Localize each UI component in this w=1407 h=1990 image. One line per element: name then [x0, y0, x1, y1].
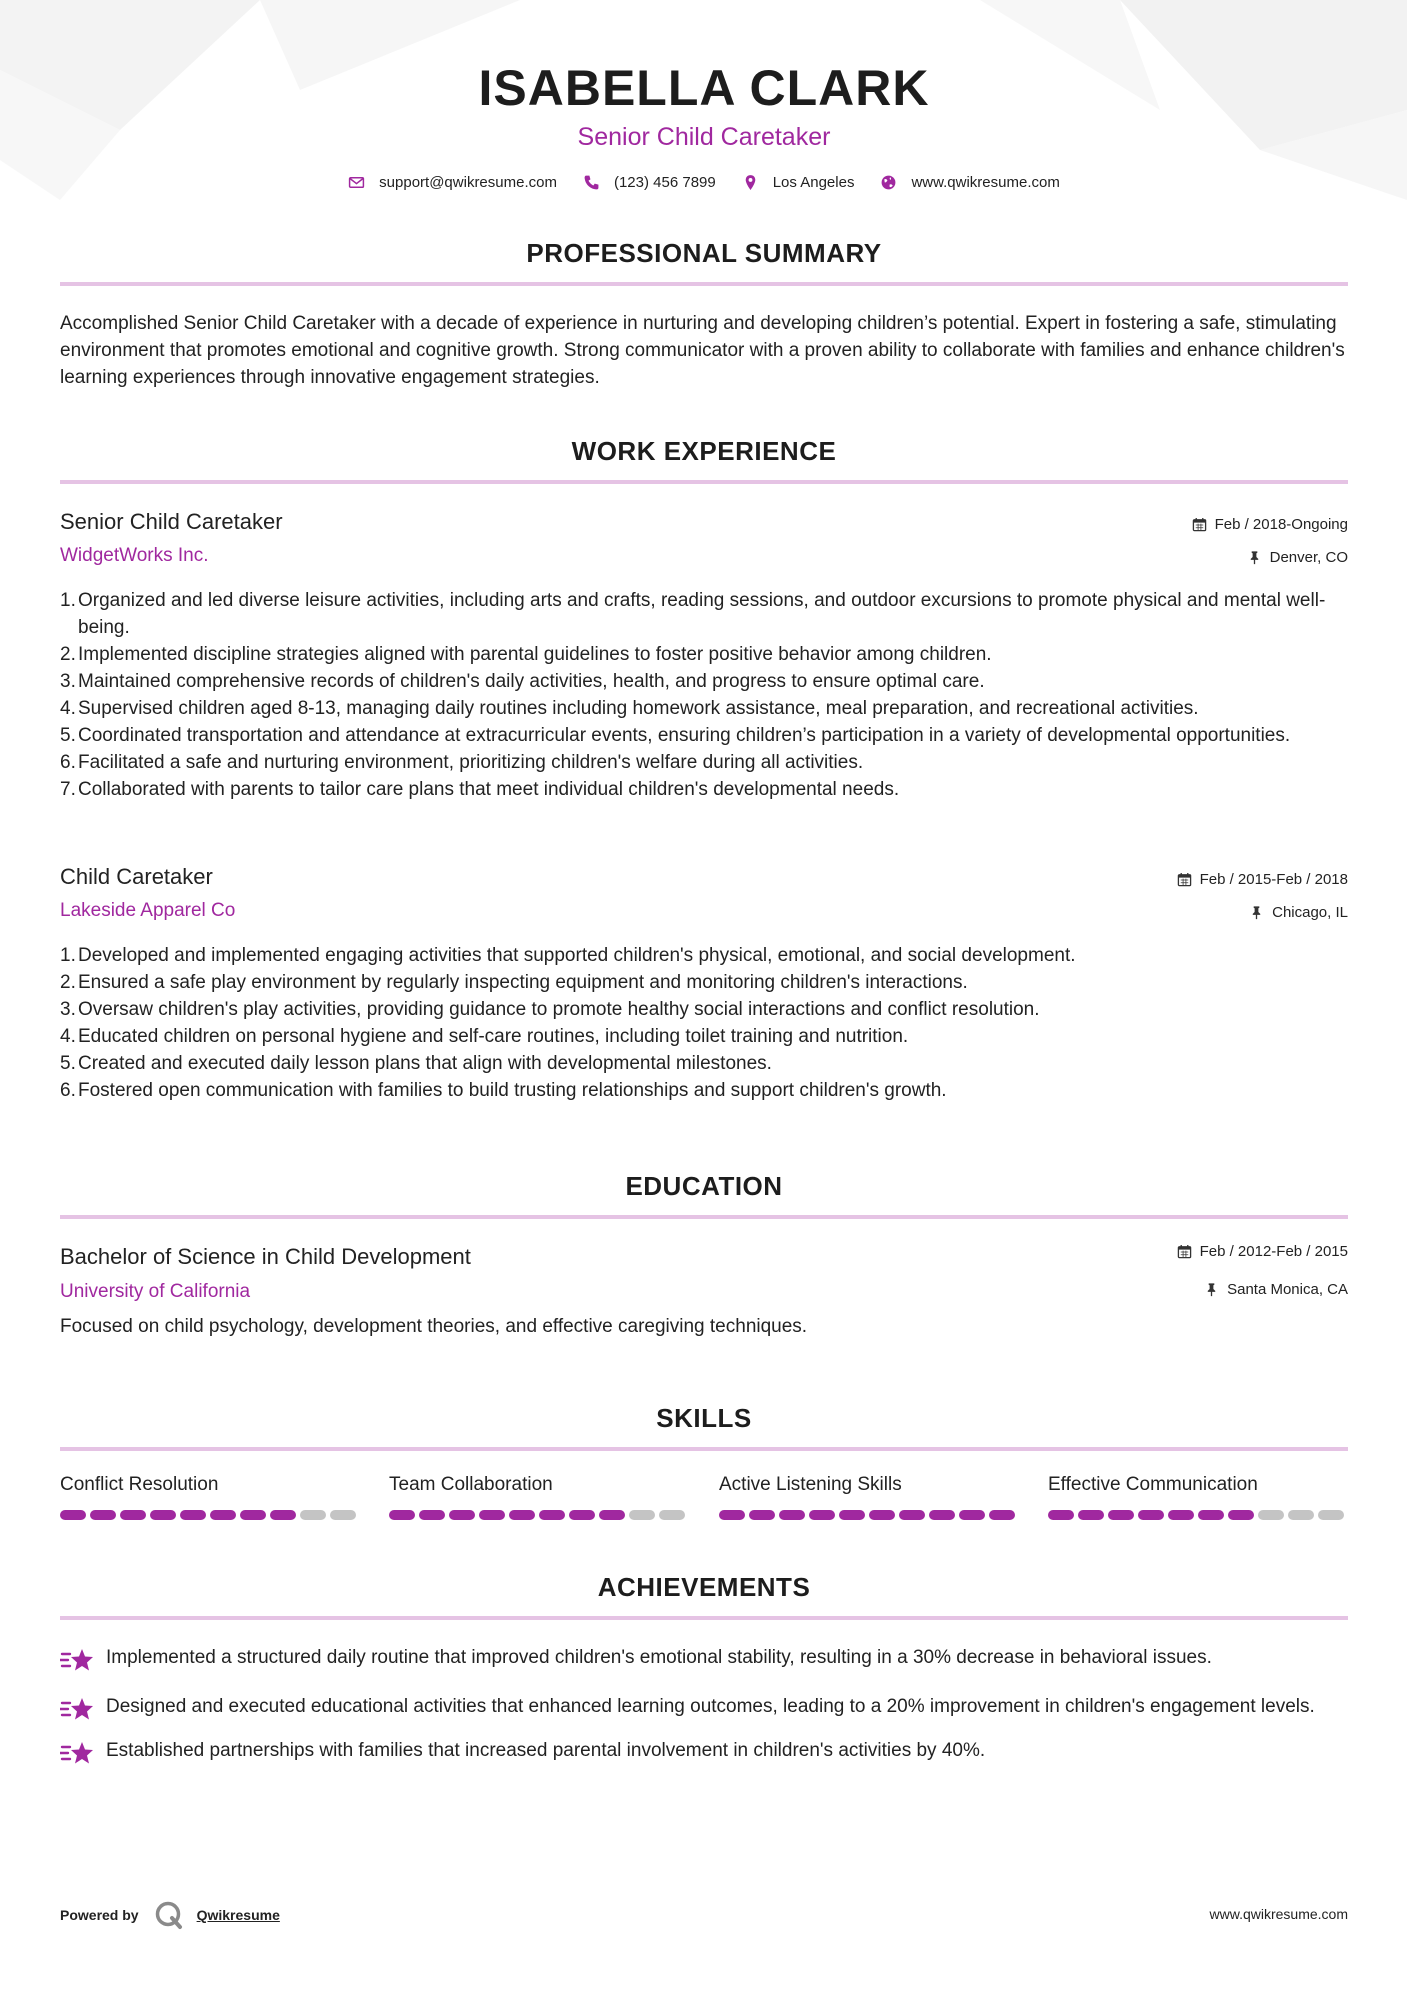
- skill-segment-filled: [599, 1510, 625, 1520]
- skill-segment-filled: [270, 1510, 296, 1520]
- skill-item: [60, 1474, 360, 1496]
- list-item: 3. Oversaw children's play activities, providing guidance to promote healthy social interactions and conflict resolution.: [60, 999, 1040, 1020]
- education-location-text: Santa Monica, CA: [1227, 1281, 1348, 1298]
- job-role: Senior Child Caretaker: [60, 509, 283, 534]
- skill-segment-filled: [120, 1510, 146, 1520]
- footer-brand-link[interactable]: Qwikresume: [196, 1907, 280, 1923]
- achievement-item: Designed and executed educational activities that enhanced learning outcomes, leading to a 20% improvement in children's engagement levels.: [60, 1693, 1348, 1725]
- achievement-item: Established partnerships with families that increased parental involvement in children's activities by 40%.: [60, 1737, 1348, 1769]
- section-title-skills: SKILLS: [656, 1403, 752, 1433]
- skill-segment-filled: [959, 1510, 985, 1520]
- skill-segment-filled: [809, 1510, 835, 1520]
- contact-website[interactable]: [880, 174, 1059, 191]
- skill-segment-filled: [779, 1510, 805, 1520]
- job-location-text: Chicago, IL: [1272, 904, 1348, 921]
- calendar-icon: [1177, 872, 1192, 887]
- skill-segment-empty: [1288, 1510, 1314, 1520]
- skill-segment-filled: [449, 1510, 475, 1520]
- list-item: 7. Collaborated with parents to tailor care plans that meet individual children's developmental needs.: [60, 779, 900, 800]
- skill-segment-filled: [479, 1510, 505, 1520]
- section-title-work: WORK EXPERIENCE: [571, 436, 837, 466]
- skill-segment-empty: [1258, 1510, 1284, 1520]
- calendar-icon: [1177, 1244, 1192, 1259]
- skill-segment-filled: [1228, 1510, 1254, 1520]
- job-location-text: Denver, CO: [1269, 549, 1348, 566]
- skill-segment-filled: [749, 1510, 775, 1520]
- list-item: 4. Educated children on personal hygiene and self-care routines, including toilet training and nutrition.: [60, 1026, 909, 1047]
- skill-segment-filled: [1198, 1510, 1224, 1520]
- pushpin-icon: [1204, 1282, 1219, 1297]
- achievement-item: Implemented a structured daily routine that improved children's emotional stability, resulting in a 30% decrease in behavioral issues.: [60, 1644, 1348, 1676]
- globe-icon: [880, 174, 897, 191]
- skill-item: [1048, 1474, 1348, 1496]
- map-pin-icon: [742, 174, 759, 191]
- achievement-list: [60, 1644, 1348, 1769]
- skill-segment-filled: [509, 1510, 535, 1520]
- skill-segment-filled: [539, 1510, 565, 1520]
- list-item: 2. Ensured a safe play environment by regularly inspecting equipment and monitoring children's interactions.: [60, 972, 968, 993]
- education-degree: Bachelor of Science in Child Development: [60, 1244, 471, 1269]
- section-divider: [60, 480, 1348, 484]
- education-school: University of California: [60, 1281, 251, 1302]
- skill-segment-empty: [330, 1510, 356, 1520]
- contact-location: [742, 174, 855, 191]
- skill-label: Team Collaboration: [389, 1474, 553, 1495]
- education-description: Focused on child psychology, development theories, and effective caregiving techniques.: [60, 1316, 808, 1337]
- summary-text: Accomplished Senior Child Caretaker with a decade of experience in nurturing and developing children’s potential. Expert in fostering a safe, stimulating environment that promotes emotional and cognitive growth. Strong communicator with a proven ability to collaborate with families and enhance children's learning experiences through innovative engagement strategies.: [60, 313, 1345, 388]
- skill-level-bar: [389, 1510, 689, 1520]
- skill-segment-filled: [569, 1510, 595, 1520]
- section-divider: [60, 1447, 1348, 1451]
- calendar-icon: [1192, 517, 1207, 532]
- skill-level-bar: [1048, 1510, 1348, 1520]
- skill-segment-filled: [1168, 1510, 1194, 1520]
- job-bullets: [60, 942, 1348, 1104]
- skill-segment-filled: [1078, 1510, 1104, 1520]
- education-location: [1204, 1281, 1348, 1298]
- skill-segment-filled: [389, 1510, 415, 1520]
- job-company: Lakeside Apparel Co: [60, 900, 236, 921]
- skill-label: Active Listening Skills: [719, 1474, 902, 1495]
- contact-email[interactable]: [348, 174, 557, 191]
- job-dates: [1192, 516, 1348, 533]
- skill-segment-filled: [90, 1510, 116, 1520]
- shooting-star-icon: [60, 1695, 94, 1725]
- job-location: [1247, 549, 1348, 566]
- skill-segment-filled: [1108, 1510, 1134, 1520]
- shooting-star-icon: [60, 1739, 94, 1769]
- section-title-achievements: ACHIEVEMENTS: [597, 1572, 811, 1602]
- section-divider: [60, 282, 1348, 286]
- footer-powered-by: [60, 1899, 280, 1931]
- pushpin-icon: [1249, 905, 1264, 920]
- job-company: WidgetWorks Inc.: [60, 545, 209, 566]
- skill-segment-filled: [719, 1510, 745, 1520]
- skill-segment-filled: [899, 1510, 925, 1520]
- contact-phone[interactable]: [583, 174, 716, 191]
- skill-segment-empty: [659, 1510, 685, 1520]
- skill-item: [719, 1474, 1019, 1496]
- section-title-summary: PROFESSIONAL SUMMARY: [526, 238, 882, 268]
- skill-segment-filled: [1048, 1510, 1074, 1520]
- skill-segment-filled: [839, 1510, 865, 1520]
- contact-phone-text: (123) 456 7899: [613, 174, 716, 191]
- skill-segment-filled: [869, 1510, 895, 1520]
- qwikresume-logo-icon: [153, 1899, 185, 1931]
- job-location: [1249, 904, 1348, 921]
- job-dates: [1177, 871, 1348, 888]
- candidate-name: ISABELLA CLARK: [478, 60, 930, 116]
- job-dates-text: Feb / 2015-Feb / 2018: [1199, 871, 1348, 888]
- shooting-star-icon: [60, 1646, 94, 1676]
- skill-level-bar: [719, 1510, 1019, 1520]
- section-title-education: EDUCATION: [625, 1171, 783, 1201]
- footer-website[interactable]: www.qwikresume.com: [1209, 1906, 1348, 1922]
- skill-segment-filled: [1138, 1510, 1164, 1520]
- skill-segment-empty: [1318, 1510, 1344, 1520]
- candidate-title: Senior Child Caretaker: [577, 123, 831, 151]
- list-item: 5. Created and executed daily lesson plans that align with developmental milestones.: [60, 1053, 772, 1074]
- phone-icon: [583, 174, 600, 191]
- education-dates: [1177, 1243, 1348, 1260]
- list-item: 1. Organized and led diverse leisure activities, including arts and crafts, reading sessions, and outdoor excursions to promote physical and mental well-being.: [60, 590, 1326, 638]
- list-item: 6. Fostered open communication with families to build trusting relationships and support children's growth.: [60, 1080, 947, 1101]
- pushpin-icon: [1247, 550, 1262, 565]
- contact-bar: [60, 174, 1348, 191]
- skill-segment-filled: [150, 1510, 176, 1520]
- skill-segment-filled: [929, 1510, 955, 1520]
- resume-header: [60, 56, 1348, 191]
- skill-label: Conflict Resolution: [60, 1474, 219, 1495]
- job-bullets: [60, 587, 1348, 803]
- section-divider: [60, 1616, 1348, 1620]
- section-divider: [60, 1215, 1348, 1219]
- skill-label: Effective Communication: [1048, 1474, 1258, 1495]
- powered-by-label: Powered by: [60, 1907, 139, 1923]
- envelope-icon: [348, 174, 365, 191]
- skill-segment-filled: [180, 1510, 206, 1520]
- contact-email-text: support@qwikresume.com: [379, 174, 557, 191]
- list-item: 2. Implemented discipline strategies aligned with parental guidelines to foster positive behavior among children.: [60, 644, 992, 665]
- skill-item: [389, 1474, 689, 1496]
- contact-website-text: www.qwikresume.com: [911, 174, 1060, 191]
- job-dates-text: Feb / 2018-Ongoing: [1214, 516, 1348, 533]
- resume-page: [60, 0, 1348, 1990]
- job-role: Child Caretaker: [60, 864, 213, 889]
- contact-location-text: Los Angeles: [772, 174, 855, 191]
- list-item: 6. Facilitated a safe and nurturing environment, prioritizing children's welfare during all activities.: [60, 752, 864, 773]
- list-item: 5. Coordinated transportation and attendance at extracurricular events, ensuring children’s participation in a variety of developmental opportunities.: [60, 725, 1291, 746]
- skill-segment-filled: [240, 1510, 266, 1520]
- skill-segment-filled: [210, 1510, 236, 1520]
- skill-segment-empty: [629, 1510, 655, 1520]
- list-item: 4. Supervised children aged 8-13, managing daily routines including homework assistance, meal preparation, and recreational activities.: [60, 698, 1199, 719]
- list-item: 3. Maintained comprehensive records of children's daily activities, health, and progress to ensure optimal care.: [60, 671, 985, 692]
- list-item: 1. Developed and implemented engaging activities that supported children's physical, emotional, and social development.: [60, 945, 1076, 966]
- skill-segment-filled: [989, 1510, 1015, 1520]
- skill-segment-empty: [300, 1510, 326, 1520]
- education-dates-text: Feb / 2012-Feb / 2015: [1199, 1243, 1348, 1260]
- skill-segment-filled: [60, 1510, 86, 1520]
- skill-segment-filled: [419, 1510, 445, 1520]
- skill-level-bar: [60, 1510, 360, 1520]
